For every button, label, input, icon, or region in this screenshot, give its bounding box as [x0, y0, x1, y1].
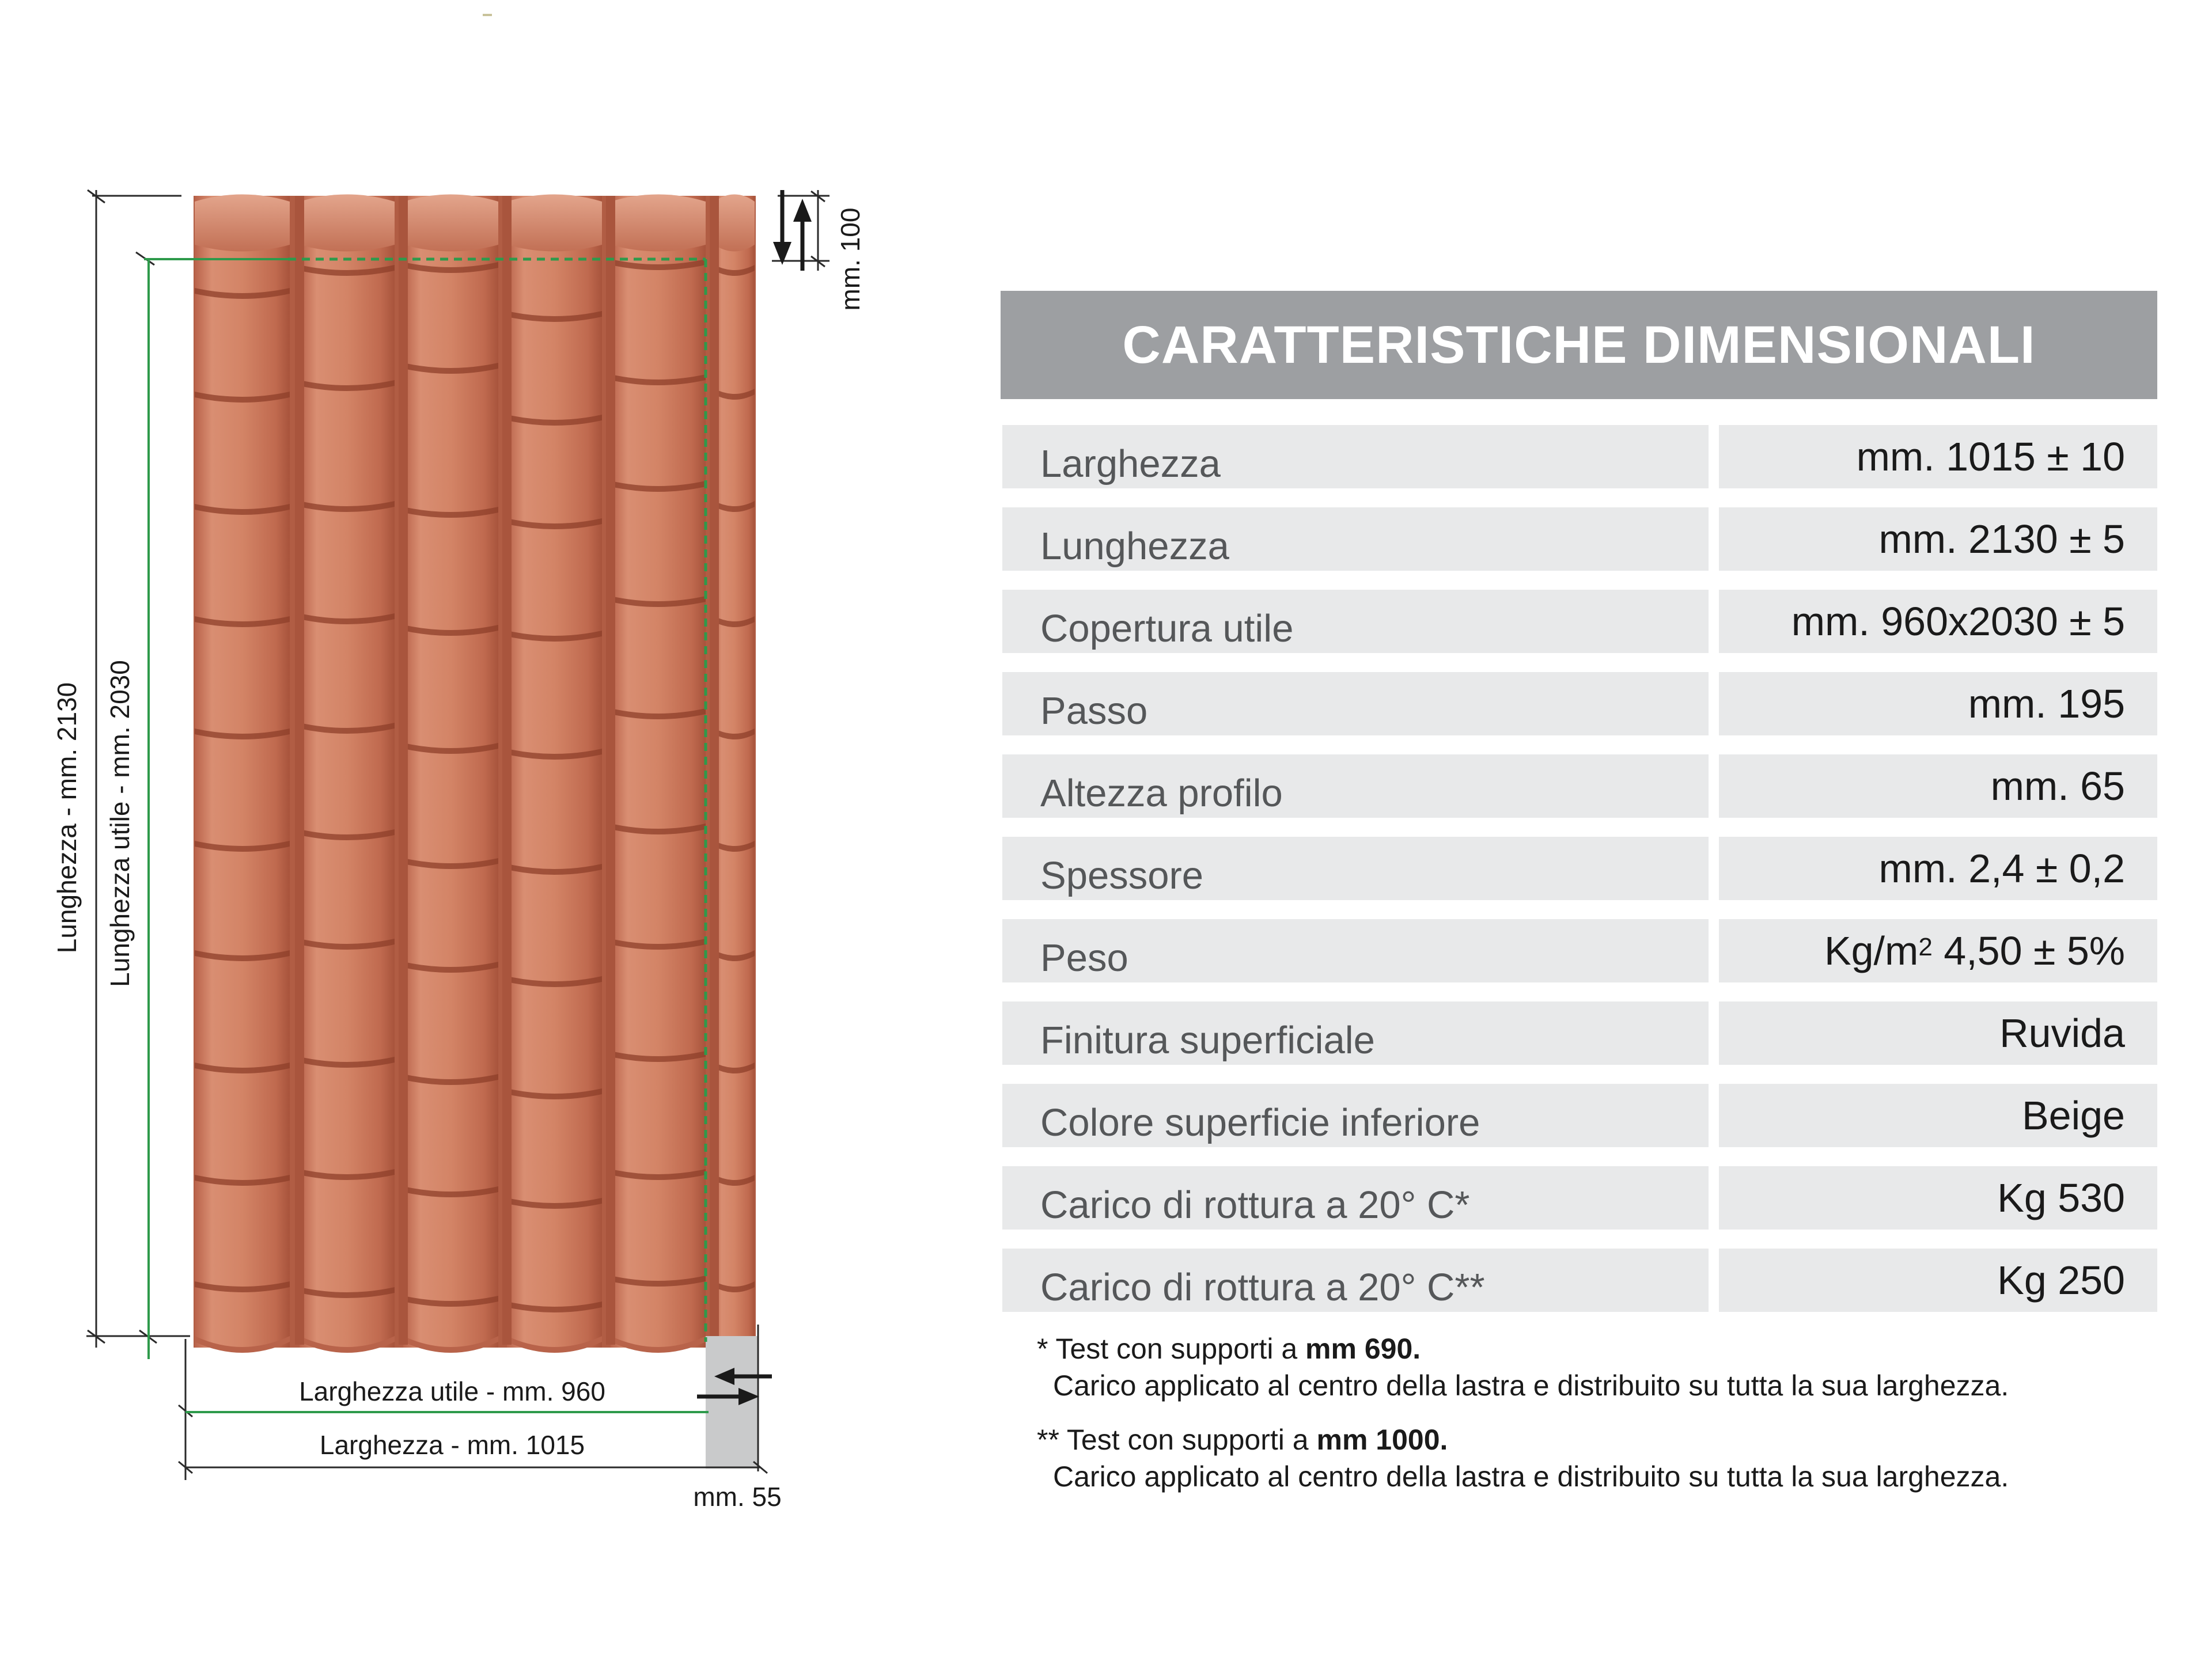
tile-segment — [507, 311, 602, 415]
tile-segment — [403, 858, 498, 962]
spec-row — [1002, 919, 2157, 982]
length-label: Lunghezza - mm. 2130 — [52, 682, 82, 954]
tile-segment — [195, 392, 290, 504]
spec-value-number: 4,50 ± 5% — [1932, 928, 2125, 973]
tile-valley — [606, 196, 615, 1345]
spec-value: mm. 65 — [1719, 754, 2157, 818]
roof-tile-sheet — [194, 195, 756, 1353]
tile-segment — [611, 374, 706, 481]
spec-row — [1002, 837, 2157, 900]
tile-segment — [300, 829, 395, 939]
tile-segment — [611, 939, 706, 1051]
tile-valley — [295, 196, 304, 1345]
tile-segment — [507, 749, 602, 864]
tile-segment — [403, 625, 498, 743]
spec-value: Kg 250 — [1719, 1249, 2157, 1312]
tile-top-cap — [611, 195, 706, 252]
spec-value — [1719, 919, 2157, 982]
spec-label: Carico di rottura a 20° C** — [1002, 1249, 1709, 1312]
tile-segment — [195, 1063, 290, 1175]
tile-top-cap — [195, 195, 290, 252]
spec-label: Passo — [1002, 672, 1709, 735]
tile-segment — [300, 501, 395, 613]
tile-segment — [300, 265, 395, 380]
spec-row — [1002, 507, 2157, 571]
tile-segment — [403, 363, 498, 507]
spec-label: Lunghezza — [1002, 507, 1709, 571]
useful-width-label: Larghezza utile - mm. 960 — [299, 1376, 605, 1406]
tile-segment — [300, 1169, 395, 1287]
spec-value: mm. 960x2030 ± 5 — [1719, 590, 2157, 653]
tile-segment — [714, 265, 755, 389]
spec-value-unit: Kg/m — [1824, 928, 1919, 973]
tile-segment — [714, 729, 755, 841]
spec-value: Kg 530 — [1719, 1166, 2157, 1230]
tile-segment — [195, 729, 290, 841]
spec-row — [1002, 425, 2157, 488]
spec-label: Copertura utile — [1002, 590, 1709, 653]
tile-segment — [403, 262, 498, 363]
tile-segment — [403, 962, 498, 1074]
tile-segment — [714, 950, 755, 1063]
spec-row — [1002, 1166, 2157, 1230]
footnote-support-distance: mm 1000. — [1316, 1424, 1448, 1456]
footnote-description: Carico applicato al centro della lastra e distribuito su tutta la sua larghezza. — [1053, 1369, 2009, 1402]
spec-label: Colore superficie inferiore — [1002, 1084, 1709, 1147]
spec-label: Finitura superficiale — [1002, 1001, 1709, 1065]
spec-value: mm. 2130 ± 5 — [1719, 507, 2157, 571]
tile-segment — [507, 1088, 602, 1198]
footnote — [1037, 1421, 2160, 1495]
tile-segment — [611, 481, 706, 596]
tile-segment — [300, 723, 395, 829]
tile-valley — [710, 196, 719, 1345]
tile-segment — [300, 939, 395, 1057]
tile-segment — [403, 507, 498, 625]
tile-segment — [611, 259, 706, 374]
spec-value-exponent: 2 — [1918, 933, 1933, 961]
tile-segment — [611, 824, 706, 939]
tile-segment — [195, 616, 290, 729]
spec-row — [1002, 1084, 2157, 1147]
spec-row — [1002, 754, 2157, 818]
tile-segment — [507, 631, 602, 749]
spec-label: Altezza profilo — [1002, 754, 1709, 818]
overlap-arrow-up-head — [793, 199, 812, 222]
tile-segment — [195, 950, 290, 1063]
tile-segment — [714, 616, 755, 729]
footnote-support-distance: mm 690. — [1305, 1333, 1421, 1365]
tile-segment — [195, 288, 290, 392]
footnote-prefix: ** Test con supporti a — [1037, 1424, 1317, 1456]
width-label: Larghezza - mm. 1015 — [319, 1430, 585, 1460]
spec-label: Carico di rottura a 20° C* — [1002, 1166, 1709, 1230]
tile-top-cap — [403, 195, 498, 252]
tile-segment — [195, 1175, 290, 1281]
tile-segment — [300, 613, 395, 723]
spec-row — [1002, 1249, 2157, 1312]
notes — [1037, 1330, 2160, 1495]
specs-title: CARATTERISTICHE DIMENSIONALI — [1001, 291, 2157, 399]
tile-top-cap — [507, 195, 602, 252]
spec-value: Beige — [1719, 1084, 2157, 1147]
spec-row — [1002, 672, 2157, 735]
overlap-label: mm. 100 — [835, 207, 865, 311]
side-overlap-label: mm. 55 — [693, 1482, 782, 1512]
tile-segment — [507, 518, 602, 631]
spec-row — [1002, 1001, 2157, 1065]
tile-segment — [714, 501, 755, 616]
tile-segment — [507, 1198, 602, 1302]
tile-segment — [714, 841, 755, 950]
spec-label: Spessore — [1002, 837, 1709, 900]
tile-segment — [195, 504, 290, 616]
specs-table — [1002, 425, 2157, 1331]
side-overlap-area — [706, 1336, 757, 1469]
tile-segment — [611, 596, 706, 708]
spec-value: mm. 1015 ± 10 — [1719, 425, 2157, 488]
spec-value: mm. 195 — [1719, 672, 2157, 735]
tile-segment — [611, 1169, 706, 1276]
spec-value: mm. 2,4 ± 0,2 — [1719, 837, 2157, 900]
tile-segment — [611, 1051, 706, 1169]
spec-label: Peso — [1002, 919, 1709, 982]
footnote — [1037, 1330, 2160, 1404]
tile-segment — [300, 1057, 395, 1169]
tile-segment — [714, 1063, 755, 1175]
tile-top-cap — [300, 195, 395, 252]
tile-top-cap — [714, 195, 755, 252]
tile-segment — [403, 1186, 498, 1296]
tile-valley — [502, 196, 512, 1345]
tile-valley — [399, 196, 408, 1345]
tile-segment — [507, 864, 602, 976]
footnote-description: Carico applicato al centro della lastra e distribuito su tutta la sua larghezza. — [1053, 1460, 2009, 1493]
roof-sheet-diagram — [0, 0, 899, 1658]
tile-segment — [611, 708, 706, 824]
tile-segment — [403, 1074, 498, 1186]
footnote-prefix: * Test con supporti a — [1037, 1333, 1306, 1365]
spec-value: Ruvida — [1719, 1001, 2157, 1065]
tile-segment — [195, 841, 290, 950]
tile-segment — [507, 415, 602, 518]
tile-segment — [300, 380, 395, 501]
spec-row — [1002, 590, 2157, 653]
tile-segment — [403, 743, 498, 858]
spec-label: Larghezza — [1002, 425, 1709, 488]
tile-segment — [714, 1175, 755, 1281]
tile-segment — [507, 976, 602, 1088]
tile-segment — [714, 389, 755, 501]
useful-length-label: Lunghezza utile - mm. 2030 — [105, 660, 135, 987]
